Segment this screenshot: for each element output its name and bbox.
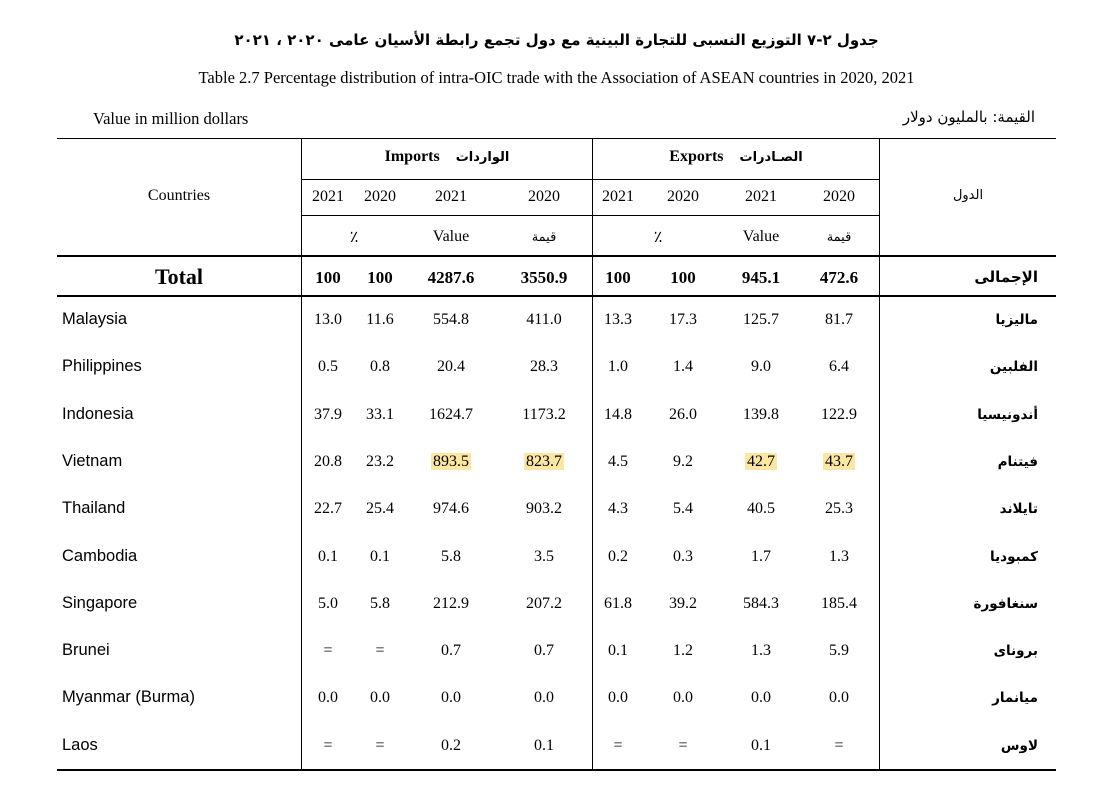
table-cell	[354, 595, 406, 613]
cell-value: 212.9	[433, 594, 469, 612]
cell-value: 185.4	[821, 594, 857, 612]
table-cell	[496, 358, 592, 376]
country-name-arabic: بروناى	[993, 643, 1038, 660]
country-name: Thailand	[62, 499, 126, 518]
table-cell	[406, 548, 496, 566]
total-value: 100	[367, 268, 393, 287]
table-cell	[354, 500, 406, 518]
cell-value: 9.2	[673, 452, 693, 470]
country-name: Indonesia	[62, 404, 134, 423]
cell-value: 6.4	[829, 358, 849, 376]
header-countries: Countries	[147, 187, 211, 204]
cell-value: 0.8	[370, 358, 390, 376]
cell-value: 0.0	[751, 689, 771, 707]
cell-value: 11.6	[366, 311, 394, 328]
table-cell	[643, 500, 723, 518]
table-cell	[593, 642, 643, 660]
table-cell	[302, 358, 354, 376]
table-cell	[496, 642, 592, 660]
total-value: 100	[670, 268, 696, 287]
total-bottom-rule	[57, 295, 1056, 297]
cell-value: 0.7	[534, 642, 554, 660]
exports-value-label-arabic: قيمة	[826, 230, 852, 245]
cell-value: 5.9	[829, 642, 849, 660]
table-cell	[302, 642, 354, 660]
table-cell	[302, 689, 354, 707]
table-cell	[354, 311, 406, 329]
table-cell	[799, 311, 879, 329]
table-cell	[302, 548, 354, 566]
cell-value: 13.3	[604, 311, 632, 328]
table-cell	[799, 595, 879, 613]
country-name: Singapore	[62, 593, 138, 612]
total-value: 100	[315, 268, 341, 287]
cell-value: 5.0	[318, 594, 338, 612]
country-name: Myanmar (Burma)	[62, 688, 195, 707]
table-cell	[593, 406, 643, 424]
cell-value: 1.3	[751, 642, 771, 660]
table-cell	[302, 406, 354, 424]
table-cell	[354, 689, 406, 707]
cell-value: 39.2	[669, 594, 697, 612]
header-rule-1	[302, 179, 879, 180]
cell-value: 139.8	[743, 405, 779, 423]
country-name-arabic: تايلاند	[999, 501, 1038, 518]
cell-value: 5.8	[441, 547, 461, 565]
table-cell	[496, 406, 592, 424]
table-cell	[799, 689, 879, 707]
year-imports-pct-2021: 2021	[312, 188, 344, 205]
cell-value: 0.0	[441, 689, 461, 707]
total-value: 4287.6	[427, 268, 475, 287]
cell-value: 0.0	[534, 689, 554, 707]
table-cell	[799, 500, 879, 518]
exports-percent-label: ٪	[653, 229, 663, 246]
country-name: Malaysia	[62, 310, 128, 328]
table-cell	[643, 311, 723, 329]
cell-value: 22.7	[314, 500, 342, 518]
unit-note-english: Value in million dollars	[93, 109, 249, 128]
cell-value: 4.5	[608, 452, 628, 470]
table-cell	[496, 548, 592, 566]
cell-value: 0.1	[534, 736, 554, 754]
cell-value: 1.3	[829, 547, 849, 565]
table-cell	[799, 358, 879, 376]
unit-note-arabic: القيمة: بالمليون دولار	[902, 108, 1035, 126]
year-exports-pct-2021: 2021	[602, 188, 634, 205]
total-value: 3550.9	[520, 268, 568, 287]
cell-value: 33.1	[366, 405, 394, 423]
cell-value: 0.0	[370, 689, 390, 707]
table-cell	[496, 737, 592, 755]
cell-value: 122.9	[821, 405, 857, 423]
country-name-arabic: لاوس	[1000, 737, 1038, 754]
country-name-arabic: كمبوديا	[990, 548, 1038, 565]
cell-value: 0.0	[673, 689, 693, 707]
cell-value: 823.7	[526, 452, 562, 470]
cell-value: 26.0	[669, 405, 697, 423]
country-name-arabic: فيتنام	[997, 453, 1038, 470]
header-exports	[593, 148, 879, 166]
cell-value: 1.0	[608, 358, 628, 376]
table-cell	[406, 500, 496, 518]
cell-value: 5.4	[673, 500, 693, 518]
cell-value: 13.0	[314, 311, 342, 328]
cell-value: 903.2	[526, 500, 562, 518]
cell-value: 81.7	[825, 311, 853, 328]
table-cell	[496, 595, 592, 613]
imports-percent-label: ٪	[349, 229, 359, 246]
table-cell	[406, 453, 496, 471]
table-cell	[302, 500, 354, 518]
imports-label: Imports	[384, 148, 440, 165]
table-cell	[406, 595, 496, 613]
table-cell	[354, 453, 406, 471]
table-cell	[593, 689, 643, 707]
cell-value: 1.2	[673, 642, 693, 660]
table-cell	[406, 358, 496, 376]
table-cell	[723, 737, 799, 755]
cell-value: 0.1	[608, 642, 628, 660]
table-cell	[406, 737, 496, 755]
cell-value: =	[613, 736, 623, 754]
table-cell	[723, 548, 799, 566]
table-cell	[593, 358, 643, 376]
cell-value: 0.0	[829, 689, 849, 707]
table-cell	[406, 642, 496, 660]
cell-value: 554.8	[433, 311, 469, 328]
year-exports-val-2021: 2021	[745, 188, 777, 205]
cell-value: =	[834, 736, 844, 754]
cell-value: 411.0	[526, 311, 562, 328]
country-name-arabic: ميانمار	[992, 690, 1038, 707]
table-cell	[799, 453, 879, 471]
cell-value: 1624.7	[429, 405, 473, 423]
table-title-arabic: جدول ٢-٧ التوزيع النسبى للتجارة البينية مع دول تجمع رابطة الأسيان عامى ٢٠٢٠ ، ٢٠٢١	[234, 31, 879, 49]
table-cell	[723, 595, 799, 613]
table-cell	[302, 311, 354, 329]
cell-value: 20.8	[314, 452, 342, 470]
table-cell	[354, 737, 406, 755]
table-cell	[496, 453, 592, 471]
table-cell	[723, 453, 799, 471]
header-bottom-rule	[57, 255, 1056, 257]
cell-value: 207.2	[526, 594, 562, 612]
country-name-arabic: الفلبين	[989, 359, 1038, 376]
table-cell	[799, 642, 879, 660]
table-cell	[593, 595, 643, 613]
cell-value: 9.0	[751, 358, 771, 376]
table-cell	[643, 595, 723, 613]
table-cell	[643, 406, 723, 424]
imports-value-label: Value	[432, 228, 470, 245]
header-countries-arabic: الدول	[952, 188, 984, 203]
cell-value: 4.3	[608, 500, 628, 518]
cell-value: 61.8	[604, 594, 632, 612]
year-exports-val-2020: 2020	[823, 188, 855, 205]
cell-value: 1173.2	[522, 405, 566, 423]
cell-value: =	[678, 736, 688, 754]
cell-value: 125.7	[743, 311, 779, 328]
table-cell	[723, 642, 799, 660]
cell-value: 1.7	[751, 547, 771, 565]
table-cell	[406, 689, 496, 707]
table-cell	[799, 737, 879, 755]
header-imports	[302, 148, 592, 166]
year-exports-pct-2020: 2020	[667, 188, 699, 205]
cell-value: =	[375, 642, 385, 660]
cell-value: 42.7	[747, 452, 775, 470]
table-cell	[354, 642, 406, 660]
cell-value: 40.5	[747, 500, 775, 518]
table-cell	[354, 406, 406, 424]
table-cell	[643, 737, 723, 755]
country-name: Brunei	[62, 641, 110, 660]
total-value: 100	[605, 268, 631, 287]
cell-value: 584.3	[743, 594, 779, 612]
cell-value: =	[323, 736, 333, 754]
table-cell	[406, 311, 496, 329]
country-name-arabic: ماليزيا	[995, 312, 1038, 328]
table-cell	[496, 311, 592, 329]
cell-value: 0.3	[673, 547, 693, 565]
total-label: Total	[154, 264, 204, 289]
cell-value: 0.5	[318, 358, 338, 376]
table-cell	[302, 595, 354, 613]
cell-value: 974.6	[433, 500, 469, 518]
cell-value: 0.1	[318, 547, 338, 565]
exports-value-label: Value	[742, 228, 780, 245]
exports-label: Exports	[669, 148, 724, 165]
cell-value: 37.9	[314, 405, 342, 423]
country-name-arabic: سنغافورة	[973, 595, 1038, 612]
year-imports-val-2020: 2020	[528, 188, 560, 205]
table-bottom-rule	[57, 769, 1056, 771]
cell-value: 17.3	[669, 311, 697, 328]
table-cell	[593, 737, 643, 755]
table-cell	[643, 642, 723, 660]
country-name: Philippines	[62, 357, 142, 376]
cell-value: 25.3	[825, 500, 853, 518]
cell-value: 43.7	[825, 452, 853, 470]
cell-value: =	[375, 736, 385, 754]
cell-value: 28.3	[530, 358, 558, 376]
country-name: Laos	[62, 735, 98, 754]
cell-value: 0.2	[608, 547, 628, 565]
table-cell	[643, 453, 723, 471]
table-title-english: Table 2.7 Percentage distribution of intra-OIC trade with the Association of ASEAN countries in 2020, 2021	[198, 68, 915, 87]
table-cell	[723, 311, 799, 329]
cell-value: 1.4	[673, 358, 693, 376]
year-imports-val-2021: 2021	[435, 188, 467, 205]
total-value: 472.6	[819, 268, 859, 287]
table-cell	[723, 358, 799, 376]
imports-label-arabic: الواردات	[455, 150, 510, 165]
cell-value: 14.8	[604, 405, 632, 423]
table-cell	[799, 548, 879, 566]
country-name: Vietnam	[62, 451, 123, 470]
cell-value: 25.4	[366, 500, 394, 518]
total-value: 945.1	[741, 268, 781, 287]
table-cell	[302, 453, 354, 471]
table-cell	[643, 689, 723, 707]
total-label-arabic: الإجمالى	[974, 268, 1038, 286]
table-cell	[723, 406, 799, 424]
table-cell	[354, 548, 406, 566]
cell-value: 0.0	[608, 689, 628, 707]
table-cell	[643, 548, 723, 566]
table-cell	[302, 737, 354, 755]
table-cell	[799, 406, 879, 424]
country-name: Cambodia	[62, 546, 138, 565]
table-cell	[643, 358, 723, 376]
table-cell	[723, 689, 799, 707]
table-cell	[354, 358, 406, 376]
table-cell	[593, 548, 643, 566]
table-cell	[593, 311, 643, 329]
cell-value: 23.2	[366, 452, 394, 470]
year-imports-pct-2020: 2020	[364, 188, 396, 205]
table-cell	[496, 500, 592, 518]
table-cell	[593, 500, 643, 518]
country-name-arabic: أندونيسيا	[977, 406, 1038, 423]
exports-label-arabic: الصـادرات	[739, 150, 803, 165]
imports-value-label-arabic: قيمة	[531, 230, 557, 245]
table-cell	[723, 500, 799, 518]
cell-value: 20.4	[437, 358, 465, 376]
cell-value: 0.2	[441, 736, 461, 754]
header-rule-2	[302, 215, 879, 216]
cell-value: 0.1	[751, 736, 771, 754]
cell-value: =	[323, 642, 333, 660]
table-cell	[496, 689, 592, 707]
table-cell	[406, 406, 496, 424]
cell-value: 0.7	[441, 642, 461, 660]
cell-value: 3.5	[534, 547, 554, 565]
cell-value: 5.8	[370, 594, 390, 612]
table-cell	[593, 453, 643, 471]
cell-value: 0.0	[318, 689, 338, 707]
cell-value: 893.5	[433, 452, 469, 470]
table-top-rule	[57, 138, 1056, 139]
cell-value: 0.1	[370, 547, 390, 565]
column-divider-exports	[879, 138, 880, 771]
